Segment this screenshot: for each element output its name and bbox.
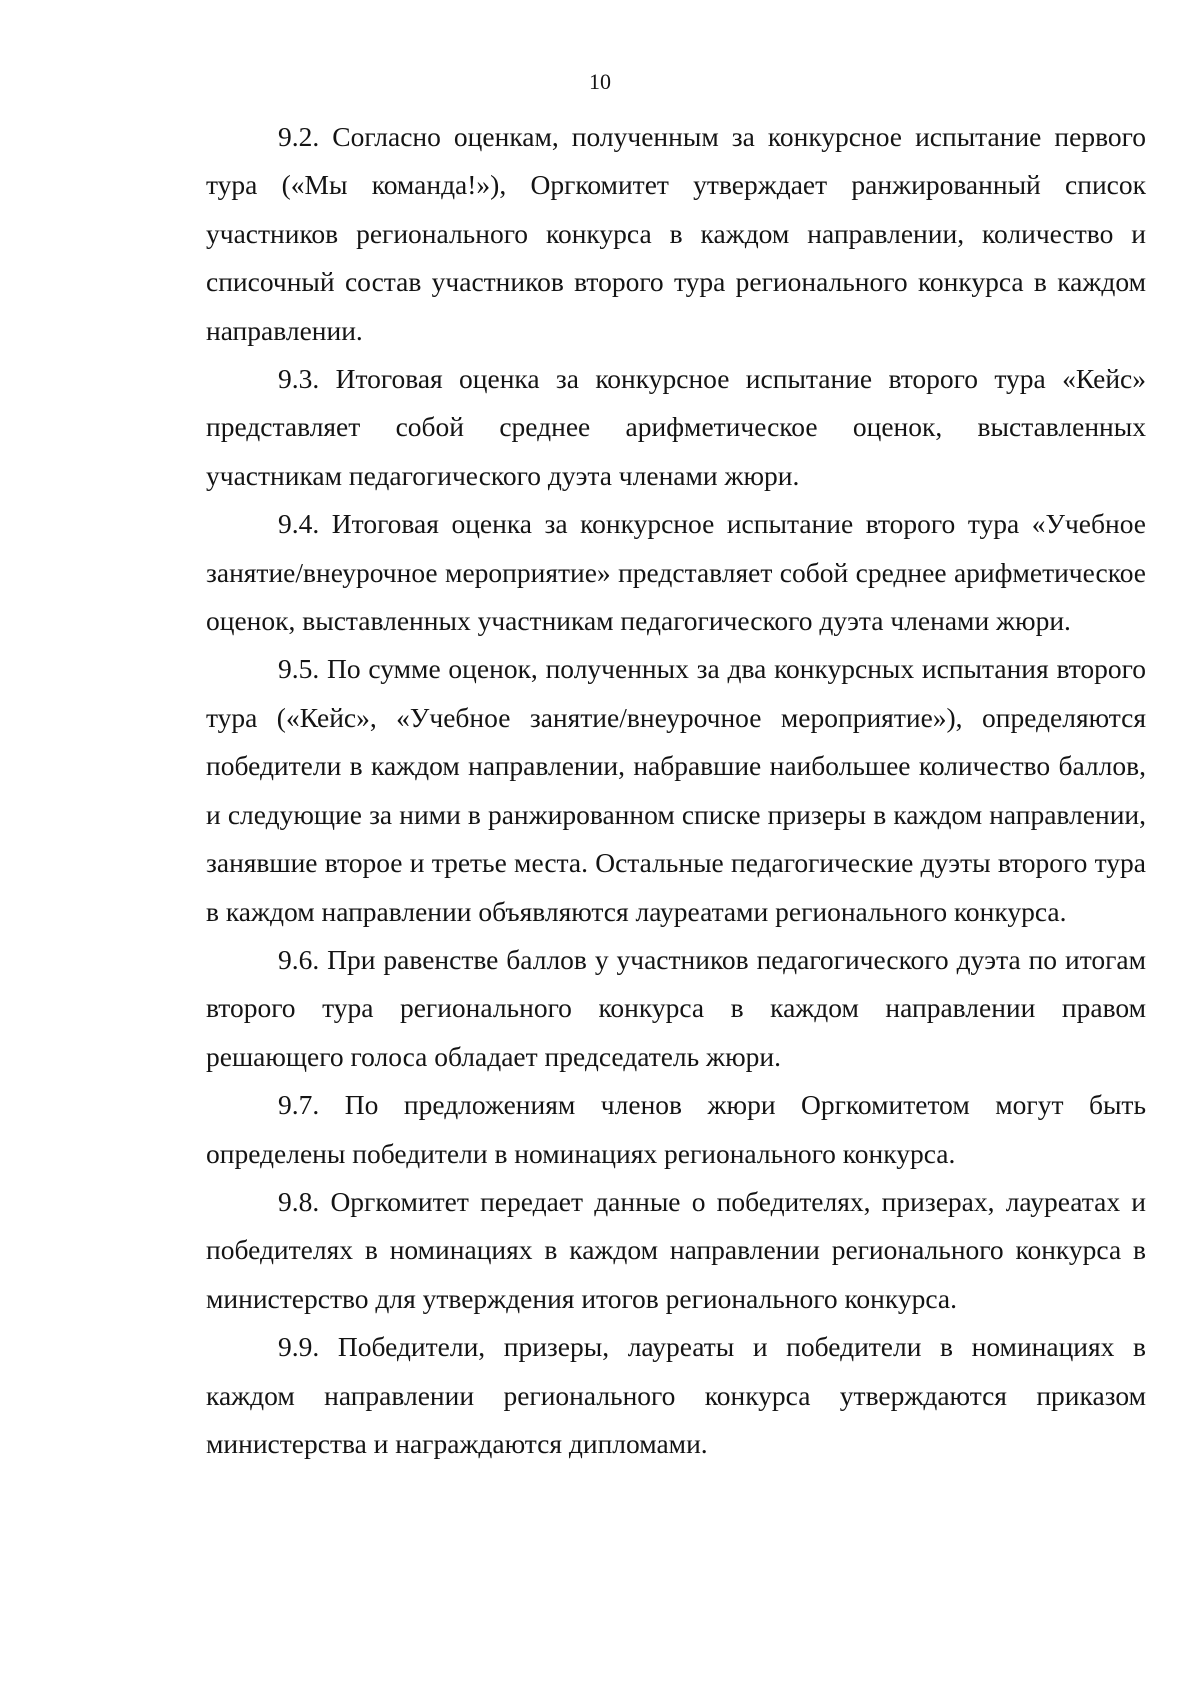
- paragraph-9-8: 9.8. Оргкомитет передает данные о победителях, призерах, лауреатах и победителях в номинациях в каждом направлении регионального конкурса в министерство для утверждения итогов регионального конкурса.: [206, 1185, 1146, 1314]
- document-body: [206, 113, 1146, 1468]
- paragraph-9-9: 9.9. Победители, призеры, лауреаты и победители в номинациях в каждом направлении регионального конкурса утверждаются приказом министерства и награждаются дипломами.: [206, 1331, 1146, 1459]
- paragraph-9-4: 9.4. Итоговая оценка за конкурсное испытание второго тура «Учебное занятие/внеурочное мероприятие» представляет собой среднее арифметическое оценок, выставленных участникам педагогического дуэта членами жюри.: [206, 508, 1146, 637]
- paragraph-9-3: 9.3. Итоговая оценка за конкурсное испытание второго тура «Кейс» представляет собой среднее арифметическое оценок, выставленных участникам педагогического дуэта членами жюри.: [206, 363, 1146, 491]
- paragraph-9-2: 9.2. Согласно оценкам, полученным за конкурсное испытание первого тура («Мы команда!»), Оргкомитет утверждает ранжированный список участников регионального конкурса в каждом направлении, количество и списочный состав участников второго тура регионального конкурса в каждом направлении.: [206, 121, 1146, 346]
- paragraph-9-6: 9.6. При равенстве баллов у участников педагогического дуэта по итогам второго тура регионального конкурса в каждом направлении правом решающего голоса обладает председатель жюри.: [206, 943, 1146, 1072]
- paragraph-9-5: 9.5. По сумме оценок, полученных за два конкурсных испытания второго тура («Кейс», «Учебное занятие/внеурочное мероприятие»), определяются победители в каждом направлении, набравшие наибольшее количество баллов, и следующие за ними в ранжированном списке призеры в каждом направлении, занявшие второе и третье места. Остальные педагогические дуэты второго тура в каждом направлении объявляются лауреатами регионального конкурса.: [206, 653, 1146, 927]
- page-number: 10: [589, 69, 611, 94]
- paragraph-9-7: 9.7. По предложениям членов жюри Оргкомитетом могут быть определены победители в номинациях регионального конкурса.: [206, 1089, 1146, 1169]
